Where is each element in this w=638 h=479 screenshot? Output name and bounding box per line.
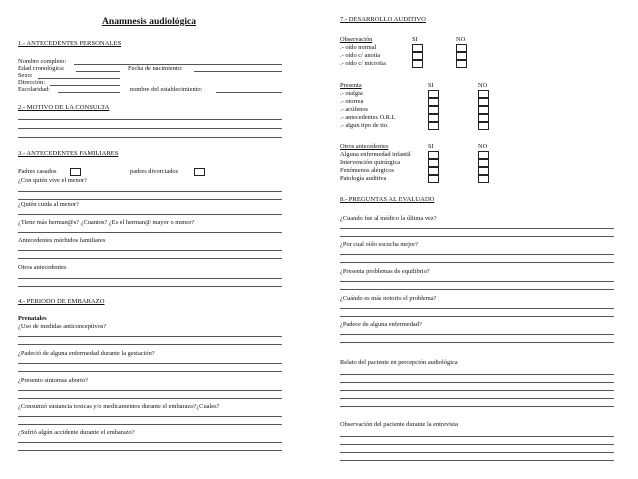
medico-line-1[interactable] <box>340 228 614 229</box>
anticonceptivos-question: ¿Uso de medidas anticonceptivos? <box>18 323 107 330</box>
medico-question: ¿Cuando fue al médico la última vez? <box>340 215 437 222</box>
oido-microtia-no-checkbox[interactable] <box>456 60 467 68</box>
otalgia-label: .- otalgia <box>340 90 363 97</box>
establecimiento-label: nombre del establecimiento: <box>130 86 203 93</box>
otros-no-header: NO <box>478 143 488 150</box>
section-1-heading: 1.- ANTECEDENTES PERSONALES <box>18 40 122 47</box>
relato-label: Relato del paciente en percepción audiológica <box>340 359 458 366</box>
nombre-label: Nombre completo: <box>18 58 67 65</box>
tratamiento-si-checkbox[interactable] <box>428 122 439 130</box>
enfermedad-line-2[interactable] <box>340 342 614 343</box>
equilibrio-question: ¿Presenta problemas de equilibrio? <box>340 268 430 275</box>
accidente-line-2[interactable] <box>18 450 282 451</box>
intervencion-quirurgica-label: Intervención quirúrgica <box>340 159 401 166</box>
notorio-line-1[interactable] <box>340 308 614 309</box>
equilibrio-line-1[interactable] <box>340 281 614 282</box>
sexo-field[interactable] <box>38 78 120 79</box>
enfermedad-question: ¿Padece de alguna enfermedad? <box>340 321 422 328</box>
enfermedad-line-1[interactable] <box>340 334 614 335</box>
fenomenos-alergicos-si-checkbox[interactable] <box>428 167 439 175</box>
fenomenos-alergicos-no-checkbox[interactable] <box>478 167 489 175</box>
presenta-label: Presenta <box>340 82 362 89</box>
presenta-si-header: SI <box>428 82 434 89</box>
relato-line-5[interactable] <box>340 406 614 407</box>
form-title: Anamnesis audiológica <box>102 16 197 27</box>
direccion-label: Dirección: <box>18 79 45 86</box>
tratamiento-label: .- algun tipo de tto. <box>340 122 389 129</box>
otros-line-1[interactable] <box>18 278 282 279</box>
oido-microtia-si-checkbox[interactable] <box>412 60 423 68</box>
padres-casados-label: Padres casados <box>18 168 57 175</box>
sintomas-aborto-question: ¿Presento síntomas aborto? <box>18 377 88 384</box>
observacion-entrevista-label: Observación del paciente durante la entrevista <box>340 421 458 428</box>
vive-line-2[interactable] <box>18 199 282 200</box>
morbidos-line-1[interactable] <box>18 250 282 251</box>
motivo-line-2[interactable] <box>18 128 282 129</box>
accidente-line-1[interactable] <box>18 442 282 443</box>
fecha-nacimiento-label: Fecha de nacimiento: <box>128 65 183 72</box>
enfermedad-infantil-no-checkbox[interactable] <box>478 151 489 159</box>
padres-casados-checkbox[interactable] <box>70 168 81 176</box>
antecedentes-orl-label: .- antecedentes O.R.L <box>340 114 396 121</box>
enfermedad-infantil-si-checkbox[interactable] <box>428 151 439 159</box>
observacion-line-3[interactable] <box>340 452 614 453</box>
enfermedad-infantil-label: Alguna enfermedad infantil <box>340 151 411 158</box>
acufenos-si-checkbox[interactable] <box>428 106 439 114</box>
sintomas-aborto-line-2[interactable] <box>18 398 282 399</box>
establecimiento-field[interactable] <box>216 92 282 93</box>
oido-microtia-label: .- oído c/ microtia <box>340 60 386 67</box>
oido-anotia-si-checkbox[interactable] <box>412 52 423 60</box>
relato-line-2[interactable] <box>340 382 614 383</box>
section-7-heading: 7.- DESARROLLO AUDITIVO <box>340 16 426 23</box>
edad-field[interactable] <box>76 71 120 72</box>
otros-antecedentes-header: Otros antecedentes <box>340 143 389 150</box>
oido-anotia-label: .- oído c/ anotia <box>340 52 381 59</box>
intervencion-quirurgica-si-checkbox[interactable] <box>428 159 439 167</box>
otorrea-si-checkbox[interactable] <box>428 98 439 106</box>
enfermedad-gestacion-line-2[interactable] <box>18 371 282 372</box>
presenta-no-header: NO <box>478 82 488 89</box>
escolaridad-field[interactable] <box>58 92 120 93</box>
medico-line-2[interactable] <box>340 236 614 237</box>
edad-label: Edad cronológica: <box>18 65 65 72</box>
oido-normal-si-checkbox[interactable] <box>412 44 423 52</box>
relato-line-4[interactable] <box>340 398 614 399</box>
notorio-line-2[interactable] <box>340 316 614 317</box>
observacion-line-1[interactable] <box>340 436 614 437</box>
sustancias-line-2[interactable] <box>18 424 282 425</box>
patologia-auditiva-label: Patología auditiva <box>340 175 387 182</box>
enfermedad-gestacion-line-1[interactable] <box>18 363 282 364</box>
otalgia-no-checkbox[interactable] <box>478 90 489 98</box>
escolaridad-label: Escolaridad: <box>18 86 50 93</box>
antecedentes-orl-no-checkbox[interactable] <box>478 114 489 122</box>
fecha-nacimiento-field[interactable] <box>194 71 282 72</box>
notorio-question: ¿Cuándo es más notorio el problema? <box>340 295 437 302</box>
morbidos-label: Antecedentes mórbidos familiares <box>18 237 106 244</box>
otorrea-label: .- otorrea <box>340 98 364 105</box>
oido-normal-no-checkbox[interactable] <box>456 44 467 52</box>
sexo-label: Sexo: <box>18 72 33 79</box>
fenomenos-alergicos-label: Fenómenos alérgicos <box>340 167 395 174</box>
acufenos-label: .- acúfenos <box>340 106 369 113</box>
otros-antecedentes-label: Otros antecedentes <box>18 264 67 271</box>
section-3-heading: 3.- ANTECEDENTES FAMILIARES <box>18 150 119 157</box>
anticonceptivos-line-2[interactable] <box>18 344 282 345</box>
cuida-question: ¿Quién cuida al menor? <box>18 201 79 208</box>
patologia-auditiva-no-checkbox[interactable] <box>478 175 489 183</box>
relato-line-3[interactable] <box>340 390 614 391</box>
padres-divorciados-checkbox[interactable] <box>194 168 205 176</box>
otorrea-no-checkbox[interactable] <box>478 98 489 106</box>
section-2-heading: 2.- MOTIVO DE LA CONSULTA <box>18 104 110 111</box>
observacion-no-header: NO <box>456 36 466 43</box>
acufenos-no-checkbox[interactable] <box>478 106 489 114</box>
section-8-heading: 8.- PREGUNTAS AL EVALUADO <box>340 196 435 203</box>
direccion-field[interactable] <box>50 85 120 86</box>
accidente-question: ¿Sufrió algún accidente durante el embarazo? <box>18 429 135 436</box>
padres-divorciados-label: padres divorciados <box>130 168 179 175</box>
motivo-line-3[interactable] <box>18 137 282 138</box>
observacion-line-4[interactable] <box>340 460 614 461</box>
oido-mejor-line-1[interactable] <box>340 254 614 255</box>
enfermedad-gestacion-question: ¿Padeció de alguna enfermedad durante la gestación? <box>18 350 155 357</box>
prenatales-label: Prenatales <box>18 315 47 322</box>
vive-question: ¿Con quién vive el menor? <box>18 177 87 184</box>
intervencion-quirurgica-no-checkbox[interactable] <box>478 159 489 167</box>
observacion-si-header: SI <box>412 36 418 43</box>
cuida-line-1[interactable] <box>18 214 282 215</box>
hermanos-line-1[interactable] <box>18 232 282 233</box>
oido-mejor-line-2[interactable] <box>340 262 614 263</box>
observacion-label: Observación <box>340 36 373 43</box>
observacion-line-2[interactable] <box>340 444 614 445</box>
antecedentes-orl-si-checkbox[interactable] <box>428 114 439 122</box>
hermanos-question: ¿Tiene más herman@s? ¿Cuantos? ¿Es el herman@ mayor o menor? <box>18 219 195 226</box>
section-4-heading: 4.- PERIODO DE EMBARAZO <box>18 298 105 305</box>
sintomas-aborto-line-1[interactable] <box>18 390 282 391</box>
oido-normal-label: .- oído normal <box>340 44 377 51</box>
anticonceptivos-line-1[interactable] <box>18 336 282 337</box>
otros-si-header: SI <box>428 143 434 150</box>
sustancias-question: ¿Consumió sustancia toxicas y/o medicamentos durante el embarazo?¿Cuales? <box>18 403 220 410</box>
otalgia-si-checkbox[interactable] <box>428 90 439 98</box>
motivo-line-1[interactable] <box>18 119 282 120</box>
oido-mejor-question: ¿Por cual oído escucha mejor? <box>340 241 419 248</box>
otros-line-2[interactable] <box>18 286 282 287</box>
patologia-auditiva-si-checkbox[interactable] <box>428 175 439 183</box>
morbidos-line-2[interactable] <box>18 258 282 259</box>
oido-anotia-no-checkbox[interactable] <box>456 52 467 60</box>
equilibrio-line-2[interactable] <box>340 289 614 290</box>
vive-line-1[interactable] <box>18 191 282 192</box>
tratamiento-no-checkbox[interactable] <box>478 122 489 130</box>
sustancias-line-1[interactable] <box>18 416 282 417</box>
relato-line-1[interactable] <box>340 374 614 375</box>
